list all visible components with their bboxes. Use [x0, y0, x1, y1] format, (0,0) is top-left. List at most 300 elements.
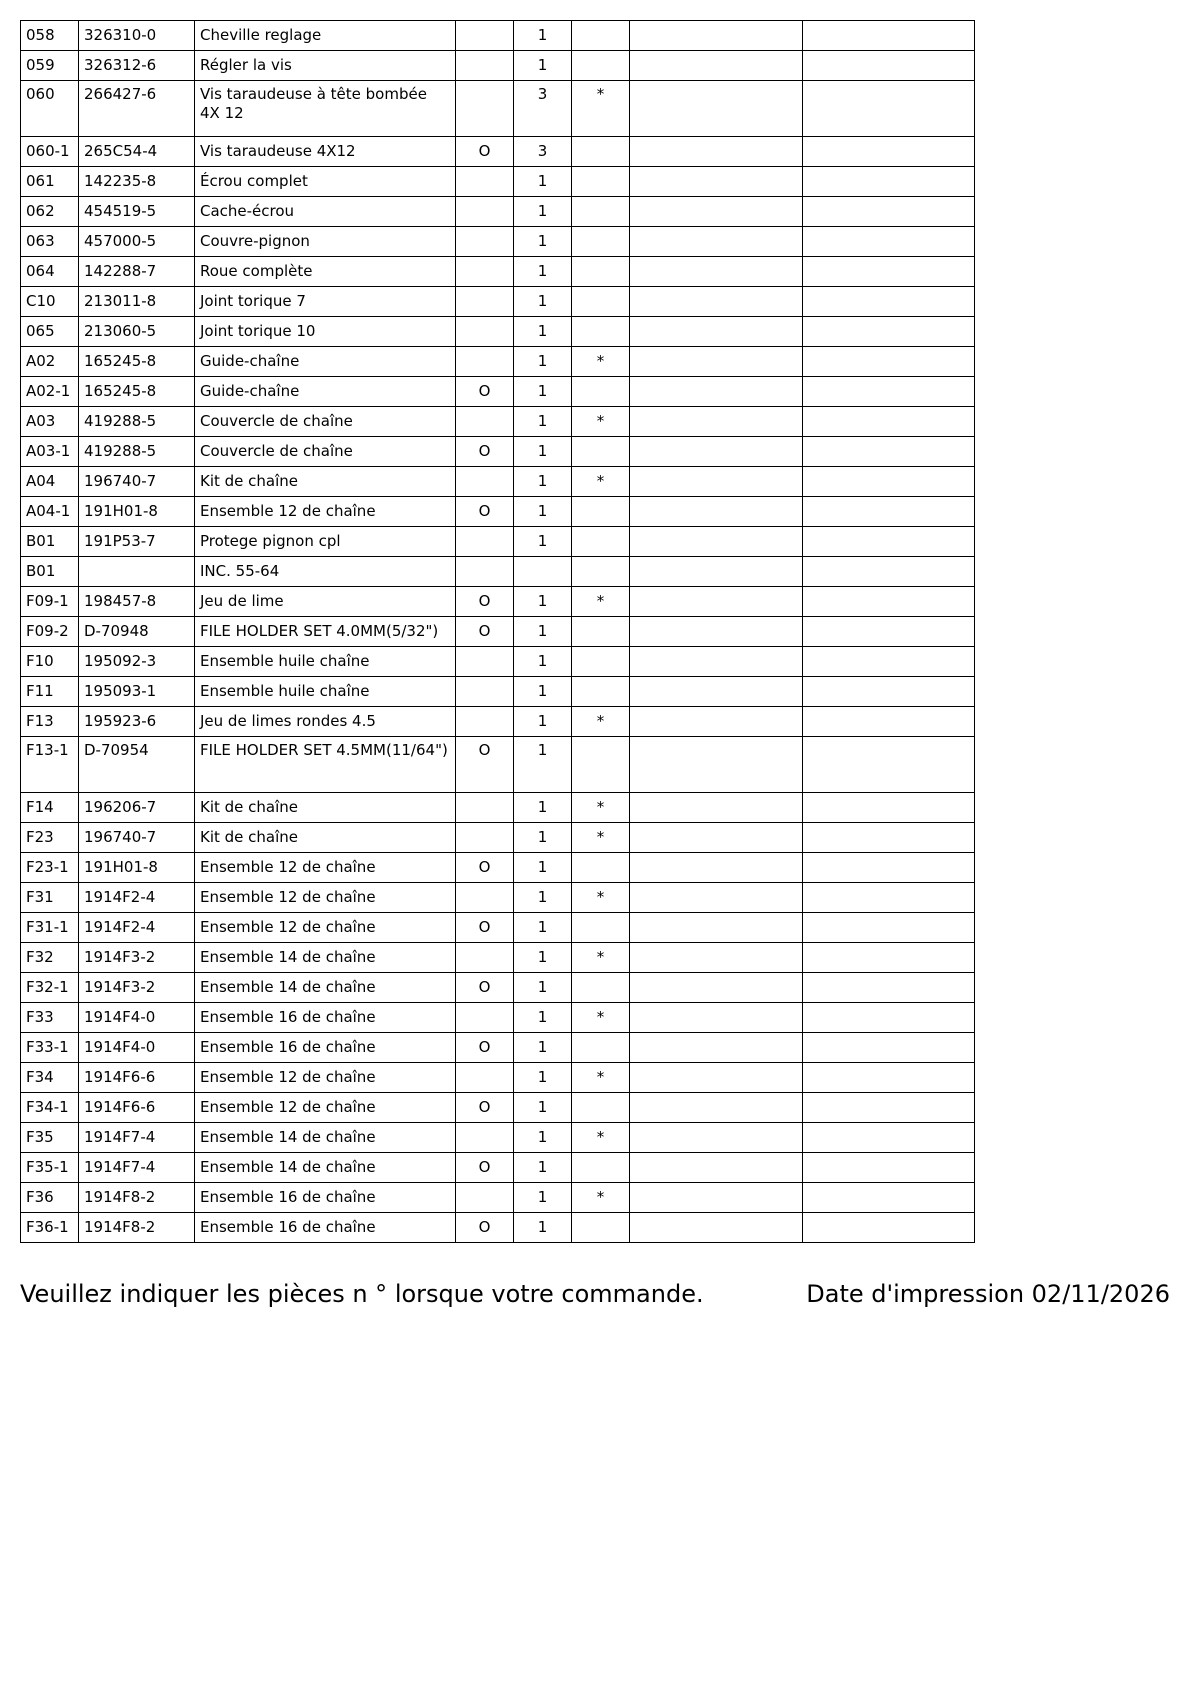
cell-item-no: 065	[21, 317, 79, 347]
table-row	[21, 617, 975, 647]
cell-quantity: 1	[514, 1153, 572, 1183]
cell-description: Guide-chaîne	[195, 347, 456, 377]
cell-item-no: F34-1	[21, 1093, 79, 1123]
table-row	[21, 377, 975, 407]
table-row	[21, 913, 975, 943]
cell-part-number: 196740-7	[79, 467, 195, 497]
cell-blank	[803, 137, 975, 167]
cell-blank	[630, 823, 803, 853]
cell-description: Kit de chaîne	[195, 823, 456, 853]
cell-item-no: F33	[21, 1003, 79, 1033]
cell-blank	[630, 1153, 803, 1183]
cell-quantity: 1	[514, 1213, 572, 1243]
table-row	[21, 557, 975, 587]
cell-description: Écrou complet	[195, 167, 456, 197]
cell-option	[456, 167, 514, 197]
cell-part-number: 1914F3-2	[79, 973, 195, 1003]
cell-marker: *	[572, 1063, 630, 1093]
cell-marker	[572, 437, 630, 467]
cell-item-no: F35-1	[21, 1153, 79, 1183]
cell-option	[456, 257, 514, 287]
cell-item-no: F33-1	[21, 1033, 79, 1063]
cell-option	[456, 557, 514, 587]
cell-marker: *	[572, 81, 630, 137]
cell-part-number: 1914F2-4	[79, 883, 195, 913]
cell-blank	[630, 943, 803, 973]
cell-blank	[630, 347, 803, 377]
cell-quantity: 1	[514, 823, 572, 853]
cell-blank	[803, 1153, 975, 1183]
cell-option	[456, 943, 514, 973]
cell-description: Couvercle de chaîne	[195, 407, 456, 437]
cell-option: O	[456, 737, 514, 793]
cell-part-number: 1914F7-4	[79, 1153, 195, 1183]
cell-quantity: 1	[514, 377, 572, 407]
cell-option	[456, 823, 514, 853]
cell-description: Ensemble 14 de chaîne	[195, 1153, 456, 1183]
cell-description: INC. 55-64	[195, 557, 456, 587]
cell-blank	[630, 497, 803, 527]
cell-quantity: 1	[514, 647, 572, 677]
cell-part-number: 1914F8-2	[79, 1183, 195, 1213]
cell-blank	[803, 1063, 975, 1093]
table-row	[21, 1033, 975, 1063]
table-row	[21, 287, 975, 317]
cell-item-no: F35	[21, 1123, 79, 1153]
cell-description: Ensemble 14 de chaîne	[195, 973, 456, 1003]
cell-marker	[572, 227, 630, 257]
cell-blank	[630, 587, 803, 617]
cell-description: Ensemble 12 de chaîne	[195, 853, 456, 883]
cell-quantity: 1	[514, 587, 572, 617]
cell-part-number: 165245-8	[79, 347, 195, 377]
cell-blank	[630, 227, 803, 257]
cell-blank	[803, 497, 975, 527]
cell-quantity: 1	[514, 1003, 572, 1033]
cell-option	[456, 793, 514, 823]
cell-quantity: 1	[514, 1183, 572, 1213]
table-row	[21, 407, 975, 437]
cell-option: O	[456, 617, 514, 647]
cell-part-number: 195093-1	[79, 677, 195, 707]
cell-marker	[572, 647, 630, 677]
table-row	[21, 257, 975, 287]
table-row	[21, 1123, 975, 1153]
cell-part-number: 142235-8	[79, 167, 195, 197]
cell-blank	[803, 557, 975, 587]
cell-item-no: A03	[21, 407, 79, 437]
cell-blank	[803, 647, 975, 677]
cell-option: O	[456, 137, 514, 167]
cell-part-number: 1914F8-2	[79, 1213, 195, 1243]
cell-blank	[630, 853, 803, 883]
cell-description: Roue complète	[195, 257, 456, 287]
cell-description: Protege pignon cpl	[195, 527, 456, 557]
table-row	[21, 197, 975, 227]
cell-part-number: 1914F4-0	[79, 1033, 195, 1063]
cell-quantity: 1	[514, 737, 572, 793]
cell-marker	[572, 287, 630, 317]
cell-option: O	[456, 1093, 514, 1123]
cell-description: Régler la vis	[195, 51, 456, 81]
cell-option: O	[456, 853, 514, 883]
cell-blank	[630, 1093, 803, 1123]
cell-description: Cache-écrou	[195, 197, 456, 227]
cell-item-no: B01	[21, 557, 79, 587]
cell-option	[456, 527, 514, 557]
cell-part-number: 419288-5	[79, 437, 195, 467]
cell-description: Ensemble 16 de chaîne	[195, 1033, 456, 1063]
cell-part-number: D-70954	[79, 737, 195, 793]
table-row	[21, 527, 975, 557]
cell-blank	[803, 347, 975, 377]
cell-part-number: 213011-8	[79, 287, 195, 317]
cell-blank	[803, 943, 975, 973]
cell-item-no: C10	[21, 287, 79, 317]
cell-marker: *	[572, 407, 630, 437]
cell-description: FILE HOLDER SET 4.5MM(11/64")	[195, 737, 456, 793]
cell-marker	[572, 317, 630, 347]
cell-description: Ensemble 16 de chaîne	[195, 1183, 456, 1213]
cell-quantity: 1	[514, 257, 572, 287]
cell-blank	[630, 257, 803, 287]
table-row	[21, 677, 975, 707]
cell-part-number: 265C54-4	[79, 137, 195, 167]
cell-item-no: 060	[21, 81, 79, 137]
cell-blank	[630, 1123, 803, 1153]
cell-part-number: 454519-5	[79, 197, 195, 227]
cell-blank	[803, 1123, 975, 1153]
cell-quantity: 1	[514, 497, 572, 527]
cell-quantity: 1	[514, 1093, 572, 1123]
cell-item-no: F32-1	[21, 973, 79, 1003]
cell-quantity: 1	[514, 677, 572, 707]
cell-blank	[630, 707, 803, 737]
cell-blank	[630, 527, 803, 557]
cell-blank	[803, 823, 975, 853]
cell-description: Kit de chaîne	[195, 793, 456, 823]
cell-item-no: F34	[21, 1063, 79, 1093]
cell-option: O	[456, 973, 514, 1003]
cell-quantity: 1	[514, 707, 572, 737]
cell-part-number: 142288-7	[79, 257, 195, 287]
cell-marker: *	[572, 823, 630, 853]
cell-quantity: 1	[514, 1033, 572, 1063]
cell-marker	[572, 377, 630, 407]
cell-item-no: 062	[21, 197, 79, 227]
cell-item-no: F13	[21, 707, 79, 737]
cell-blank	[630, 467, 803, 497]
cell-blank	[803, 467, 975, 497]
cell-marker: *	[572, 793, 630, 823]
cell-blank	[803, 1213, 975, 1243]
cell-description: Ensemble huile chaîne	[195, 647, 456, 677]
table-row	[21, 137, 975, 167]
table-row	[21, 1003, 975, 1033]
cell-blank	[630, 167, 803, 197]
cell-quantity: 1	[514, 407, 572, 437]
table-row	[21, 737, 975, 793]
table-row	[21, 707, 975, 737]
cell-blank	[803, 853, 975, 883]
cell-part-number: 213060-5	[79, 317, 195, 347]
cell-quantity: 1	[514, 197, 572, 227]
cell-part-number: 266427-6	[79, 81, 195, 137]
cell-marker	[572, 853, 630, 883]
cell-part-number: 191H01-8	[79, 497, 195, 527]
cell-quantity: 1	[514, 913, 572, 943]
cell-option	[456, 287, 514, 317]
cell-quantity: 1	[514, 973, 572, 1003]
cell-part-number: 196740-7	[79, 823, 195, 853]
cell-item-no: F09-2	[21, 617, 79, 647]
cell-marker: *	[572, 467, 630, 497]
cell-part-number: 196206-7	[79, 793, 195, 823]
cell-blank	[803, 257, 975, 287]
cell-blank	[630, 21, 803, 51]
cell-blank	[803, 287, 975, 317]
cell-marker	[572, 197, 630, 227]
cell-blank	[630, 677, 803, 707]
cell-marker: *	[572, 1123, 630, 1153]
cell-quantity: 3	[514, 137, 572, 167]
table-row	[21, 1153, 975, 1183]
cell-item-no: F36-1	[21, 1213, 79, 1243]
cell-blank	[803, 677, 975, 707]
cell-item-no: F23	[21, 823, 79, 853]
cell-blank	[630, 557, 803, 587]
cell-part-number: 1914F4-0	[79, 1003, 195, 1033]
cell-option: O	[456, 587, 514, 617]
cell-blank	[630, 1033, 803, 1063]
cell-item-no: F36	[21, 1183, 79, 1213]
cell-description: Joint torique 7	[195, 287, 456, 317]
cell-blank	[803, 883, 975, 913]
cell-description: Couvre-pignon	[195, 227, 456, 257]
table-row	[21, 587, 975, 617]
cell-quantity: 1	[514, 347, 572, 377]
cell-blank	[630, 973, 803, 1003]
cell-blank	[630, 197, 803, 227]
cell-quantity: 1	[514, 853, 572, 883]
cell-quantity: 1	[514, 793, 572, 823]
cell-blank	[803, 913, 975, 943]
cell-blank	[803, 1183, 975, 1213]
cell-blank	[803, 793, 975, 823]
cell-item-no: F13-1	[21, 737, 79, 793]
cell-part-number: 191P53-7	[79, 527, 195, 557]
cell-option: O	[456, 437, 514, 467]
cell-marker: *	[572, 347, 630, 377]
cell-option	[456, 21, 514, 51]
cell-item-no: F14	[21, 793, 79, 823]
cell-marker	[572, 913, 630, 943]
cell-item-no: F10	[21, 647, 79, 677]
cell-marker	[572, 1153, 630, 1183]
cell-option	[456, 317, 514, 347]
cell-item-no: 064	[21, 257, 79, 287]
cell-option: O	[456, 913, 514, 943]
cell-description: Vis taraudeuse à tête bombée 4X 12	[195, 81, 456, 137]
cell-option	[456, 883, 514, 913]
cell-blank	[630, 81, 803, 137]
cell-item-no: F31-1	[21, 913, 79, 943]
table-row	[21, 1063, 975, 1093]
cell-quantity: 1	[514, 467, 572, 497]
cell-description: Ensemble 12 de chaîne	[195, 1093, 456, 1123]
cell-quantity: 1	[514, 227, 572, 257]
cell-description: Joint torique 10	[195, 317, 456, 347]
cell-blank	[630, 883, 803, 913]
cell-marker	[572, 527, 630, 557]
cell-blank	[803, 973, 975, 1003]
cell-part-number: 165245-8	[79, 377, 195, 407]
cell-blank	[803, 1093, 975, 1123]
cell-blank	[803, 317, 975, 347]
cell-part-number	[79, 557, 195, 587]
cell-part-number: 198457-8	[79, 587, 195, 617]
cell-blank	[803, 1033, 975, 1063]
cell-item-no: B01	[21, 527, 79, 557]
print-date: Date d'impression 02/11/2026	[806, 1280, 1170, 1308]
table-row	[21, 467, 975, 497]
table-row	[21, 21, 975, 51]
cell-part-number: 195923-6	[79, 707, 195, 737]
cell-marker: *	[572, 1183, 630, 1213]
table-row	[21, 883, 975, 913]
cell-marker	[572, 973, 630, 1003]
table-row	[21, 793, 975, 823]
cell-quantity: 1	[514, 51, 572, 81]
cell-part-number: 1914F7-4	[79, 1123, 195, 1153]
table-row	[21, 973, 975, 1003]
cell-part-number: 1914F6-6	[79, 1063, 195, 1093]
table-row	[21, 1093, 975, 1123]
cell-quantity: 1	[514, 943, 572, 973]
cell-option	[456, 407, 514, 437]
cell-quantity: 1	[514, 437, 572, 467]
cell-blank	[630, 1003, 803, 1033]
cell-marker	[572, 137, 630, 167]
cell-item-no: A04-1	[21, 497, 79, 527]
cell-blank	[630, 317, 803, 347]
cell-blank	[803, 527, 975, 557]
cell-item-no: A02-1	[21, 377, 79, 407]
cell-quantity: 1	[514, 527, 572, 557]
cell-blank	[630, 407, 803, 437]
cell-description: Jeu de limes rondes 4.5	[195, 707, 456, 737]
cell-option	[456, 647, 514, 677]
cell-part-number: 191H01-8	[79, 853, 195, 883]
cell-blank	[630, 1063, 803, 1093]
cell-marker: *	[572, 943, 630, 973]
cell-description: Ensemble 14 de chaîne	[195, 943, 456, 973]
cell-marker	[572, 617, 630, 647]
cell-blank	[803, 737, 975, 793]
cell-item-no: F23-1	[21, 853, 79, 883]
cell-option	[456, 1183, 514, 1213]
cell-quantity	[514, 557, 572, 587]
cell-option	[456, 227, 514, 257]
table-row	[21, 497, 975, 527]
cell-blank	[630, 437, 803, 467]
cell-marker	[572, 21, 630, 51]
cell-option	[456, 81, 514, 137]
cell-blank	[803, 1003, 975, 1033]
cell-quantity: 1	[514, 167, 572, 197]
cell-option: O	[456, 1153, 514, 1183]
cell-description: Ensemble 16 de chaîne	[195, 1213, 456, 1243]
table-row	[21, 317, 975, 347]
cell-description: FILE HOLDER SET 4.0MM(5/32")	[195, 617, 456, 647]
cell-option: O	[456, 1213, 514, 1243]
cell-part-number: 457000-5	[79, 227, 195, 257]
table-row	[21, 347, 975, 377]
cell-part-number: 326312-6	[79, 51, 195, 81]
cell-part-number: D-70948	[79, 617, 195, 647]
cell-description: Ensemble 12 de chaîne	[195, 913, 456, 943]
cell-option	[456, 1123, 514, 1153]
cell-blank	[803, 197, 975, 227]
cell-description: Ensemble 14 de chaîne	[195, 1123, 456, 1153]
table-row	[21, 437, 975, 467]
cell-marker: *	[572, 1003, 630, 1033]
cell-marker	[572, 167, 630, 197]
cell-blank	[803, 587, 975, 617]
table-row	[21, 943, 975, 973]
cell-blank	[803, 617, 975, 647]
cell-description: Jeu de lime	[195, 587, 456, 617]
cell-blank	[630, 1213, 803, 1243]
cell-description: Cheville reglage	[195, 21, 456, 51]
cell-quantity: 1	[514, 883, 572, 913]
cell-blank	[803, 227, 975, 257]
cell-part-number: 1914F3-2	[79, 943, 195, 973]
table-row	[21, 51, 975, 81]
cell-blank	[803, 51, 975, 81]
cell-marker	[572, 557, 630, 587]
table-row	[21, 167, 975, 197]
cell-quantity: 3	[514, 81, 572, 137]
cell-item-no: F11	[21, 677, 79, 707]
cell-option	[456, 51, 514, 81]
cell-description: Ensemble 12 de chaîne	[195, 497, 456, 527]
cell-part-number: 195092-3	[79, 647, 195, 677]
cell-option	[456, 1063, 514, 1093]
parts-table	[20, 20, 975, 1243]
table-row	[21, 1183, 975, 1213]
table-row	[21, 81, 975, 137]
cell-marker	[572, 737, 630, 793]
cell-description: Vis taraudeuse 4X12	[195, 137, 456, 167]
cell-marker	[572, 257, 630, 287]
cell-quantity: 1	[514, 21, 572, 51]
cell-option	[456, 347, 514, 377]
cell-description: Ensemble 16 de chaîne	[195, 1003, 456, 1033]
cell-item-no: F31	[21, 883, 79, 913]
cell-option	[456, 467, 514, 497]
cell-quantity: 1	[514, 1123, 572, 1153]
cell-item-no: A02	[21, 347, 79, 377]
cell-blank	[630, 287, 803, 317]
cell-option: O	[456, 497, 514, 527]
cell-blank	[630, 377, 803, 407]
cell-marker	[572, 51, 630, 81]
cell-blank	[630, 1183, 803, 1213]
cell-blank	[803, 81, 975, 137]
cell-marker	[572, 1093, 630, 1123]
cell-marker	[572, 1213, 630, 1243]
